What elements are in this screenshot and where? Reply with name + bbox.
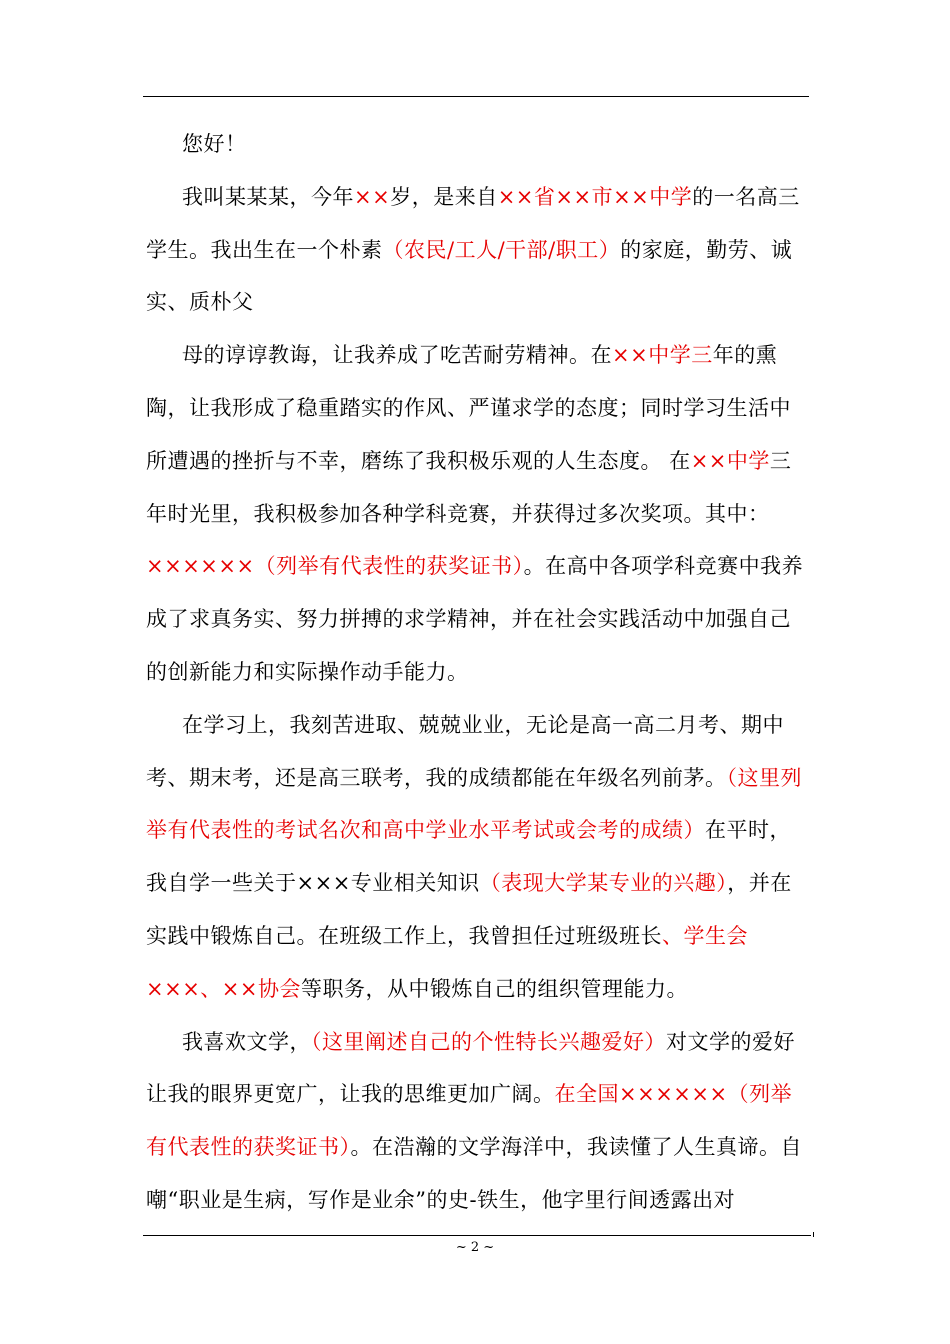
header-rule: [143, 96, 809, 97]
footer-rule: [143, 1235, 811, 1236]
footer-rule-tick: [813, 1232, 814, 1237]
paragraph-study: 在学习上，我刻苦进取、兢兢业业，无论是高一高二月考、期中考、期末考，还是高三联考，我的成绩都能在年级名列前茅。（这里列举有代表性的考试名次和高中学业水平考试或会考的成绩）在平时，我自学一些关于×××专业相关知识（表现大学某专业的兴趣），并在实践中锻炼自己。在班级工作上，我曾担任过班级班长、学生会×××、××协会等职务，从中锻炼自己的组织管理能力。: [146, 712, 802, 1001]
paragraph-intro: 我叫某某某，今年××岁，是来自××省××市××中学的一名高三学生。我出生在一个朴素（农民/工人/干部/职工）的家庭，勤劳、诚实、质朴父: [146, 184, 800, 315]
greeting: 您好！: [182, 132, 247, 156]
paragraph-school: 母的谆谆教诲，让我养成了吃苦耐劳精神。在××中学三年的熏陶，让我形成了稳重踏实的作风、严谨求学的态度；同时学习生活中所遭遇的挫折与不幸，磨练了我积极乐观的人生态度。 在××中学三年时光里，我积极参加各种学科竞赛，并获得过多次奖项。其中：××××××（列举有代表性的获奖证书）。在高中各项学科竞赛中我养成了求真务实、努力拼搏的求学精神，并在社会实践活动中加强自己的创新能力和实际操作动手能力。: [146, 343, 804, 684]
paragraph-literature: 我喜欢文学，（这里阐述自己的个性特长兴趣爱好）对文学的爱好让我的眼界更宽广，让我的思维更加广阔。在全国××××××（列举有代表性的获奖证书）。在浩瀚的文学海洋中，我读懂了人生真谛。自嘲“职业是生病，写作是业余”的史-铁生，他字里行间透露出对: [146, 1029, 802, 1212]
page-number: ~ 2 ~: [455, 1240, 495, 1255]
document-body: [146, 118, 810, 1227]
